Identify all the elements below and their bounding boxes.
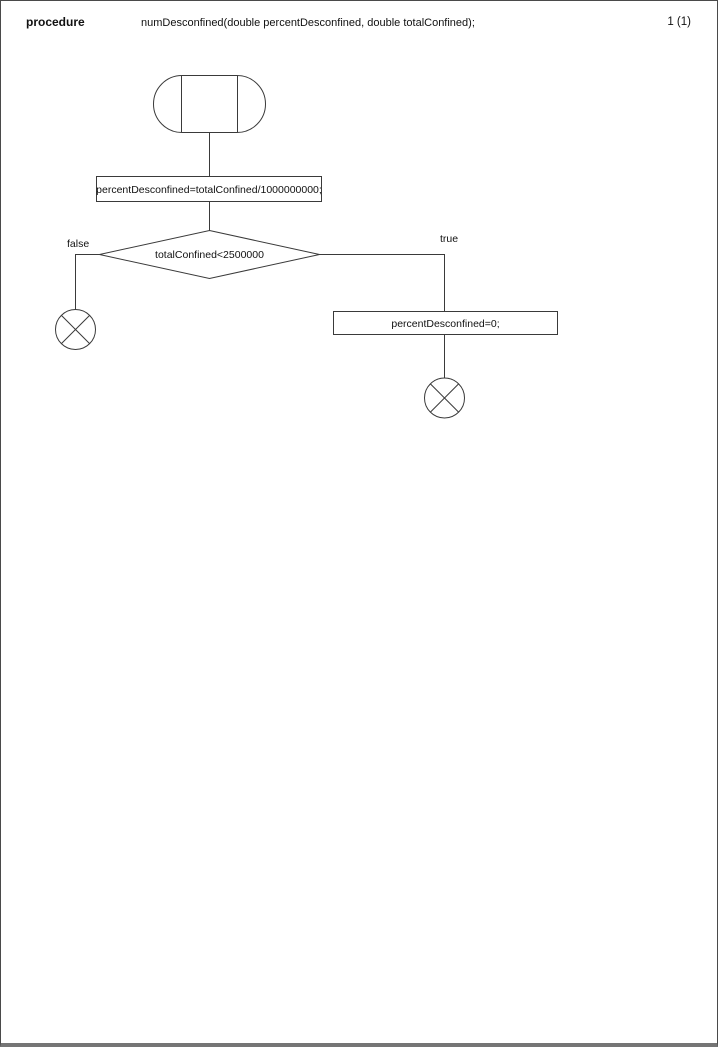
process-box-assignment[interactable] xyxy=(96,177,322,202)
terminator-true[interactable] xyxy=(425,378,465,418)
decision-diamond-label: totalConfined<2500000 xyxy=(155,249,264,261)
page-number: 1 (1) xyxy=(667,16,691,28)
terminator-false[interactable] xyxy=(56,310,96,350)
false-branch-label: false xyxy=(67,238,90,250)
true-branch-label: true xyxy=(440,233,459,245)
flowchart-canvas xyxy=(1,1,718,1047)
procedure-title: numDesconfined(double percentDesconfined, double totalConfined); xyxy=(141,17,475,29)
process-box-assignment-label: percentDesconfined=totalConfined/1000000000; xyxy=(96,184,322,196)
connector-false-branch xyxy=(76,255,100,310)
start-symbol[interactable] xyxy=(154,76,266,133)
procedure-kind-label: procedure xyxy=(26,15,85,29)
decision-diamond[interactable] xyxy=(100,231,320,279)
process-box-reset[interactable] xyxy=(334,312,558,335)
start-symbol-outline xyxy=(154,76,266,133)
connector-true-branch xyxy=(320,255,445,312)
process-box-reset-label: percentDesconfined=0; xyxy=(391,318,500,330)
